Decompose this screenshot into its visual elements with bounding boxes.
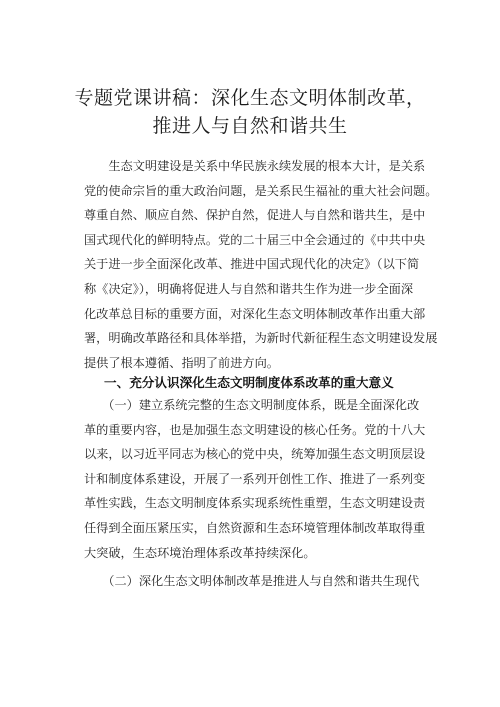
title-line-2: 推进人与自然和谐共生 bbox=[152, 115, 348, 137]
text-line: 以来，以习近平同志为核心的党中央，统筹加强生态文明顶层设 bbox=[84, 447, 426, 462]
text-line: 任得到全面压紧压实，自然资源和生态环境管理体制改革取得重 bbox=[84, 520, 426, 535]
text-line: 尊重自然、顺应自然、保护自然，促进人与自然和谐共生，是中 bbox=[84, 208, 426, 223]
text-line: 大突破，生态环境治理体系改革持续深化。 bbox=[84, 545, 316, 560]
text-line: 化改革总目标的重要方面，对深化生态文明体制改革作出重大部 bbox=[84, 306, 426, 321]
text-line: 党的使命宗旨的重大政治问题，是关系民生福祉的重大社会问题。 bbox=[84, 183, 438, 198]
text-line: 革的重要内容，也是加强生态文明建设的核心任务。党的十八大 bbox=[84, 422, 426, 437]
text-line: （二）深化生态文明体制改革是推进人与自然和谐共生现代 bbox=[84, 574, 420, 588]
text-line: 称《决定》），明确将促进人与自然和谐共生作为进一步全面深 bbox=[84, 281, 414, 296]
document-title bbox=[40, 84, 460, 140]
intro-paragraph bbox=[84, 154, 456, 375]
text-line: 提供了根本遵循、指明了前进方向。 bbox=[84, 355, 279, 370]
text-line: 革性实践，生态文明制度体系实现系统性重塑，生态文明建设责 bbox=[84, 496, 426, 511]
paragraph-2 bbox=[84, 569, 456, 594]
text-line: 生态文明建设是关系中华民族永续发展的根本大计，是关系 bbox=[84, 159, 426, 173]
text-line: 署，明确改革路径和具体举措，为新时代新征程生态文明建设发展 bbox=[84, 331, 438, 346]
text-line: 计和制度体系建设，开展了一系列开创性工作、推进了一系列变 bbox=[84, 471, 426, 486]
text-line: 国式现代化的鲜明特点。党的二十届三中全会通过的《中共中央 bbox=[84, 232, 426, 247]
title-line-1: 专题党课讲稿：深化生态文明体制改革， bbox=[74, 87, 426, 109]
paragraph-1 bbox=[84, 393, 456, 565]
text-line: （一）建立系统完整的生态文明制度体系，既是全面深化改 bbox=[84, 398, 420, 412]
text-line: 关于进一步全面深化改革、推进中国式现代化的决定》（以下简 bbox=[84, 257, 420, 272]
section-heading: 一、充分认识深化生态文明制度体系改革的重大意义 bbox=[104, 375, 394, 390]
